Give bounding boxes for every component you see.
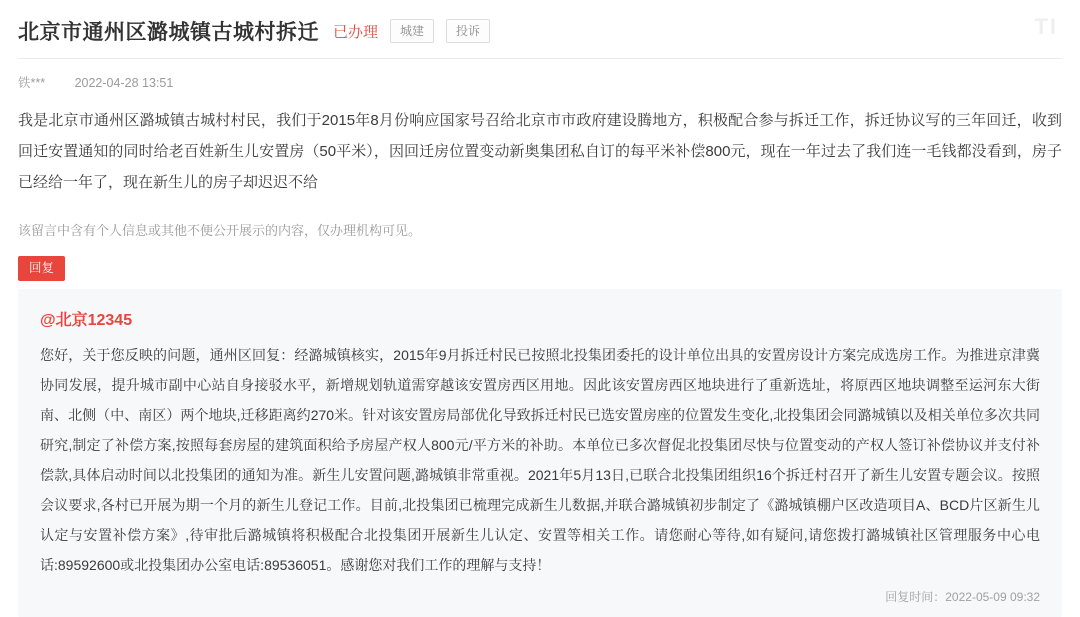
page-title: 北京市通州区潞城镇古城村拆迁 xyxy=(18,21,319,44)
status-badge: 已办理 xyxy=(333,23,379,41)
reply-organization: @北京12345 xyxy=(40,311,133,329)
reply-card xyxy=(18,289,1062,617)
reply-label-badge: 回复 xyxy=(18,256,65,281)
post-body: 我是北京市通州区潞城镇古城村村民，我们于2015年8月份响应国家号召给北京市市政府建设腾地方，积极配合参与拆迁工作，拆迁协议写的三年回迁，收到回迁安置通知的同时给老百姓新生儿安置房（50平米），因回迁房位置变动新奥集团私自订的每平米补偿800元，现在一年过去了我们连一毛钱都没看到，房子已经给一年了，现在新生儿的房子却迟迟不给 xyxy=(18,112,1062,191)
reply-time xyxy=(40,588,1040,605)
post-meta xyxy=(18,59,1062,91)
page-header xyxy=(18,0,1062,58)
privacy-notice: 该留言中含有个人信息或其他不便公开展示的内容，仅办理机构可见。 xyxy=(18,223,422,238)
reply-time-label: 回复时间： xyxy=(885,589,946,604)
watermark-logo: TI xyxy=(1034,14,1058,39)
tag-category[interactable]: 城建 xyxy=(390,19,434,43)
post-author: 铁*** xyxy=(18,76,46,90)
tag-type[interactable]: 投诉 xyxy=(446,19,490,43)
reply-time-value: 2022-05-09 09:32 xyxy=(945,589,1040,604)
post-datetime: 2022-04-28 13:51 xyxy=(74,76,174,90)
reply-text: 您好，关于您反映的问题，通州区回复：经潞城镇核实，2015年9月拆迁村民已按照北投集团委托的设计单位出具的安置房设计方案完成选房工作。为推进京津冀协同发展，提升城市副中心站自身接驳水平，新增规划轨道需穿越该安置房西区用地。因此该安置房西区地块进行了重新选址，将原西区地块调整至运河东大街南、北侧（中、南区）两个地块,迁移距离约270米。针对该安置房局部优化导致拆迁村民已选安置房座的位置发生变化,北投集团会同潞城镇以及相关单位多次共同研究,制定了补偿方案,按照每套房屋的建筑面积给予房屋产权人800元/平方米的补助。本单位已多次督促北投集团尽快与位置变动的产权人签订补偿协议并支付补偿款,具体启动时间以北投集团的通知为准。新生儿安置问题,潞城镇非常重视。2021年5月13日,已联合北投集团组织16个拆迁村召开了新生儿安置专题会议。按照会议要求,各村已开展为期一个月的新生儿登记工作。目前,北投集团已梳理完成新生儿数据,并联合潞城镇初步制定了《潞城镇棚户区改造项目A、BCD片区新生儿认定与安置补偿方案》,待审批后潞城镇将积极配合北投集团开展新生儿认定、安置等相关工作。请您耐心等待,如有疑问,请您拨打潞城镇社区管理服务中心电话:89592600或北投集团办公室电话:89536051。感谢您对我们工作的理解与支持！ xyxy=(40,346,1040,573)
